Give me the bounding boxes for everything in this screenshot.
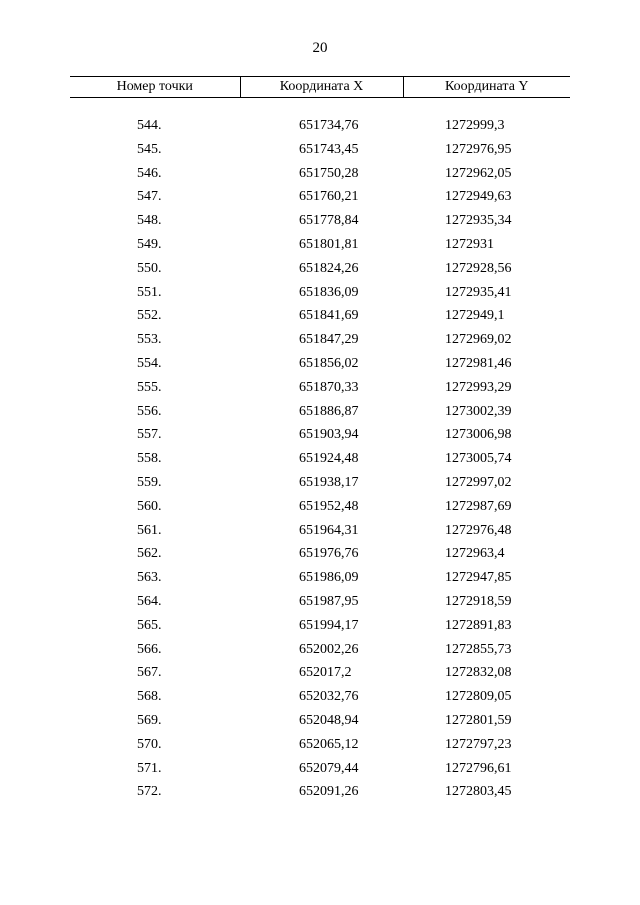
coordinate-x-cell: 651760,21 <box>299 189 359 205</box>
coordinate-y-cell: 1272918,59 <box>445 593 512 609</box>
table-row <box>70 780 570 804</box>
table-row <box>70 257 570 281</box>
coordinate-y-cell: 1272947,85 <box>445 570 512 586</box>
coordinate-y-cell: 1272999,3 <box>445 118 505 133</box>
point-number-cell: 561. <box>137 522 162 538</box>
column-header-coordinate-x: Координата X <box>240 77 403 98</box>
coordinate-x-cell: 652002,26 <box>299 641 359 657</box>
coordinate-y-cell: 1272987,69 <box>445 498 512 514</box>
table-row <box>70 423 570 447</box>
coordinate-y-cell: 1272993,29 <box>445 379 512 395</box>
table-row <box>70 519 570 543</box>
point-number-cell: 572. <box>137 784 162 800</box>
point-number-cell: 569. <box>137 712 162 728</box>
table-row <box>70 376 570 400</box>
table-row <box>70 709 570 733</box>
point-number-cell: 552. <box>137 308 162 324</box>
coordinate-y-cell: 1272809,05 <box>445 689 512 705</box>
coordinate-y-cell: 1272832,08 <box>445 665 512 681</box>
coordinate-y-cell: 1272976,95 <box>445 141 512 157</box>
coordinate-y-cell: 1272803,45 <box>445 784 512 800</box>
point-number-cell: 567. <box>137 665 162 681</box>
table-row <box>70 757 570 781</box>
table-row <box>70 185 570 209</box>
coordinate-x-cell: 651987,95 <box>299 593 359 609</box>
page-number: 20 <box>312 40 328 56</box>
table-row <box>70 114 570 138</box>
table-row <box>70 138 570 162</box>
coordinate-y-cell: 1272797,23 <box>445 736 512 752</box>
point-number-cell: 558. <box>137 451 162 467</box>
coordinate-x-cell: 651994,17 <box>299 617 359 633</box>
coordinate-x-cell: 651856,02 <box>299 355 359 371</box>
table-row <box>70 661 570 685</box>
coordinate-x-cell: 651801,81 <box>299 236 359 252</box>
point-number-cell: 564. <box>137 593 162 609</box>
coordinate-y-cell: 1272963,4 <box>445 546 505 562</box>
coordinate-x-cell: 652079,44 <box>299 760 359 776</box>
coordinate-y-cell: 1272801,59 <box>445 712 512 728</box>
coordinate-x-cell: 651743,45 <box>299 141 359 157</box>
coordinate-x-cell: 651870,33 <box>299 379 359 395</box>
table-row <box>70 542 570 566</box>
coordinate-y-cell: 1272931 <box>445 236 494 252</box>
coordinate-x-cell: 651903,94 <box>299 427 359 443</box>
point-number-cell: 570. <box>137 736 162 752</box>
coordinate-y-cell: 1273005,74 <box>445 451 512 467</box>
table-row <box>70 566 570 590</box>
table-row <box>70 352 570 376</box>
point-number-cell: 566. <box>137 641 162 657</box>
coordinate-y-cell: 1272969,02 <box>445 332 512 348</box>
coordinate-x-cell: 651847,29 <box>299 332 359 348</box>
table-row <box>70 495 570 519</box>
coordinate-x-cell: 651778,84 <box>299 213 359 229</box>
coordinate-y-cell: 1272928,56 <box>445 260 512 276</box>
coordinate-y-cell: 1272949,63 <box>445 189 512 205</box>
coordinate-x-cell: 651964,31 <box>299 522 359 538</box>
table-row <box>70 162 570 186</box>
coordinate-x-cell: 651750,28 <box>299 165 359 181</box>
point-number-cell: 554. <box>137 355 162 371</box>
point-number-cell: 556. <box>137 403 162 419</box>
coordinate-y-cell: 1272935,34 <box>445 213 512 229</box>
table-row <box>70 209 570 233</box>
coordinate-y-cell: 1272976,48 <box>445 522 512 538</box>
coordinate-x-cell: 651924,48 <box>299 451 359 467</box>
table-row <box>70 733 570 757</box>
table-row <box>70 304 570 328</box>
coordinate-y-cell: 1272796,61 <box>445 760 512 776</box>
table-body <box>70 98 570 805</box>
coordinate-x-cell: 651836,09 <box>299 284 359 300</box>
table-row <box>70 614 570 638</box>
coordinate-x-cell: 652091,26 <box>299 784 359 800</box>
table-row <box>70 447 570 471</box>
coordinate-x-cell: 651886,87 <box>299 403 359 419</box>
coordinate-y-cell: 1272981,46 <box>445 355 512 371</box>
coordinate-x-cell: 652048,94 <box>299 712 359 728</box>
table-row <box>70 685 570 709</box>
point-number-cell: 544. <box>137 118 162 133</box>
coordinate-x-cell: 652032,76 <box>299 689 359 705</box>
point-number-cell: 559. <box>137 474 162 490</box>
coordinate-x-cell: 652017,2 <box>299 665 352 681</box>
point-number-cell: 557. <box>137 427 162 443</box>
table-header-row <box>70 77 570 98</box>
coordinate-x-cell: 651986,09 <box>299 570 359 586</box>
point-number-cell: 553. <box>137 332 162 348</box>
coordinate-x-cell: 651841,69 <box>299 308 359 324</box>
coordinate-y-cell: 1272935,41 <box>445 284 512 300</box>
point-number-cell: 565. <box>137 617 162 633</box>
point-number-cell: 550. <box>137 260 162 276</box>
table-row <box>70 328 570 352</box>
coordinate-y-cell: 1272949,1 <box>445 308 505 324</box>
point-number-cell: 560. <box>137 498 162 514</box>
coordinate-x-cell: 652065,12 <box>299 736 359 752</box>
point-number-cell: 548. <box>137 213 162 229</box>
coordinate-x-cell: 651734,76 <box>299 118 359 133</box>
table-row <box>70 233 570 257</box>
coordinate-y-cell: 1272997,02 <box>445 474 512 490</box>
point-number-cell: 563. <box>137 570 162 586</box>
coordinates-table <box>70 76 570 804</box>
point-number-cell: 551. <box>137 284 162 300</box>
table-row <box>70 471 570 495</box>
coordinate-y-cell: 1272962,05 <box>445 165 512 181</box>
point-number-cell: 549. <box>137 236 162 252</box>
column-header-point-number: Номер точки <box>70 77 240 98</box>
table-row <box>70 400 570 424</box>
table-row <box>70 281 570 305</box>
column-header-coordinate-y: Координата Y <box>403 77 570 98</box>
point-number-cell: 545. <box>137 141 162 157</box>
header-spacer <box>70 98 570 115</box>
table-row <box>70 590 570 614</box>
table-row <box>70 638 570 662</box>
point-number-cell: 571. <box>137 760 162 776</box>
coordinate-y-cell: 1273002,39 <box>445 403 512 419</box>
coordinate-x-cell: 651938,17 <box>299 474 359 490</box>
point-number-cell: 568. <box>137 689 162 705</box>
point-number-cell: 547. <box>137 189 162 205</box>
coordinate-x-cell: 651824,26 <box>299 260 359 276</box>
coordinate-y-cell: 1273006,98 <box>445 427 512 443</box>
point-number-cell: 562. <box>137 546 162 562</box>
coordinate-x-cell: 651952,48 <box>299 498 359 514</box>
coordinate-x-cell: 651976,76 <box>299 546 359 562</box>
coordinate-y-cell: 1272855,73 <box>445 641 512 657</box>
point-number-cell: 555. <box>137 379 162 395</box>
coordinate-y-cell: 1272891,83 <box>445 617 512 633</box>
point-number-cell: 546. <box>137 165 162 181</box>
